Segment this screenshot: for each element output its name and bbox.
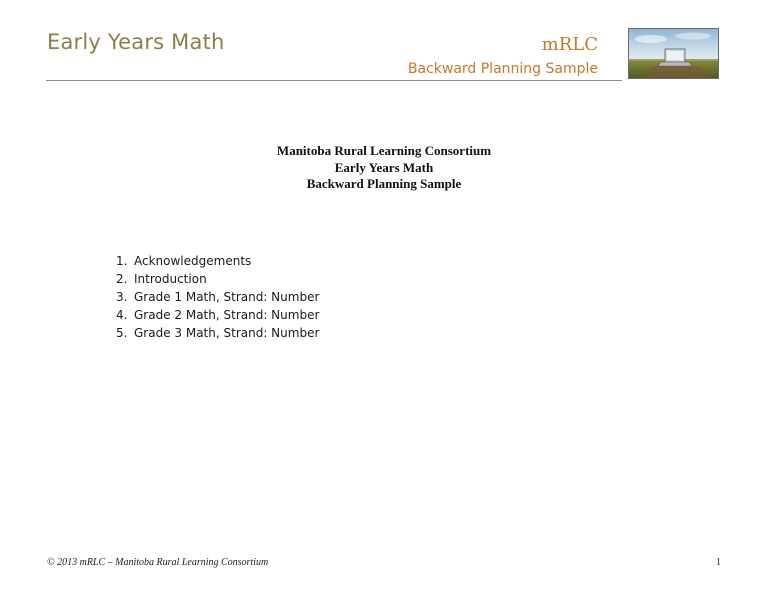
toc-item-label: Grade 3 Math, Strand: Number [134, 326, 320, 340]
toc-item-label: Grade 2 Math, Strand: Number [134, 308, 320, 322]
toc-item-grade-3 [116, 324, 319, 342]
document-title-block [0, 143, 768, 193]
toc-item-introduction [116, 270, 319, 288]
header-divider [46, 80, 622, 81]
page-number: 1 [716, 557, 721, 568]
toc-item-number: 1. [116, 254, 128, 268]
title-line-consortium: Manitoba Rural Learning Consortium [276, 143, 492, 158]
toc-item-grade-1 [116, 288, 319, 306]
header-org-name: mRLC [541, 34, 598, 55]
toc-item-number: 2. [116, 272, 128, 286]
toc-item-label: Grade 1 Math, Strand: Number [134, 290, 320, 304]
toc-item-grade-2 [116, 306, 319, 324]
table-of-contents [116, 252, 319, 342]
toc-item-acknowledgements [116, 252, 319, 270]
toc-item-label: Acknowledgements [134, 254, 252, 268]
header-subtitle: Backward Planning Sample [407, 61, 598, 77]
title-line-sample: Backward Planning Sample [306, 176, 462, 191]
toc-item-label: Introduction [134, 272, 207, 286]
header-title: Early Years Math [47, 30, 225, 54]
toc-item-number: 3. [116, 290, 128, 304]
toc-item-number: 4. [116, 308, 128, 322]
title-line-subject: Early Years Math [334, 159, 434, 175]
header-photo-laptop-in-field [628, 28, 719, 79]
footer-copyright: © 2013 mRLC – Manitoba Rural Learning Consortium [47, 557, 269, 568]
toc-item-number: 5. [116, 326, 128, 340]
